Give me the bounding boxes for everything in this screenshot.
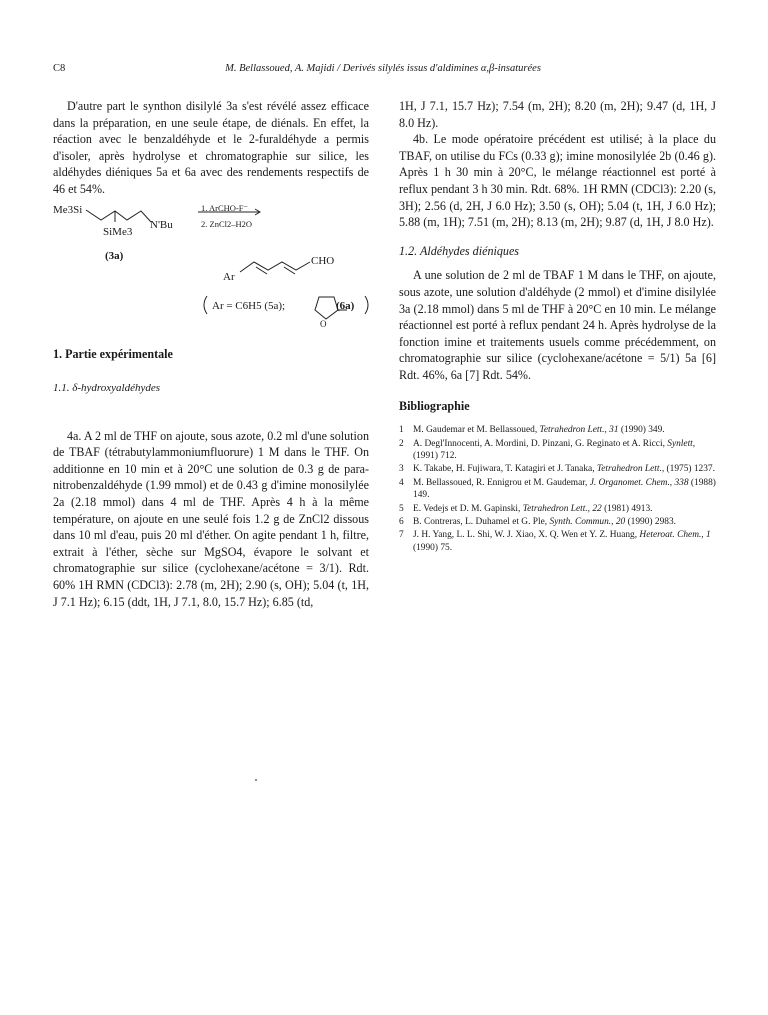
page-header xyxy=(53,63,713,79)
reference-details: , (1991) 712. xyxy=(413,438,696,461)
intro-paragraph: D'autre part le synthon disilylé 3a s'est révélé assez efficace dans la préparation, en une seule étape, de diénals. En effet, la réaction avec le benzaldéhyde et le 2-furaldéhyde a permis d'isoler, après hydrolyse et chromatographie sur silice, les aldéhydes diéniques 5a et 6a avec des rendements respectifs de 46 et 54%. xyxy=(53,99,369,196)
reference-details: (1990) 75. xyxy=(413,542,453,553)
reference-journal: Tetrahedron Lett. xyxy=(596,464,662,475)
page-number: C8 xyxy=(53,63,66,74)
reference-authors: B. Contreras, L. Duhamel et G. Ple, xyxy=(413,516,550,527)
reference-item xyxy=(399,529,716,554)
reference-item xyxy=(399,438,716,463)
reference-item xyxy=(399,516,716,528)
furan-ring xyxy=(315,297,338,319)
procedure-dienals: A une solution de 2 ml de TBAF 1 M dans le THF, on ajoute, sous azote, une solution d'aldéhyde (2 mmol) et d'imine disilylée 3a (2.18 mmol) dans 5 ml de THF à 20°C en 10 min. Le mélange réactionnel est porté à reflux pendant 24 h. Après hydrolyse de la fonction imine et traitements usuels comme précédemment, on chromatographie sur silice (cyclohexane/acétone = 5/1) 5a [6] Rdt. 46%, 6a [7] Rdt. 54%. xyxy=(399,268,716,382)
reference-authors: K. Takabe, H. Fujiwara, T. Katagiri et J. Tanaka, xyxy=(413,464,597,475)
reference-journal: Synth. Commun., 20 xyxy=(549,516,626,527)
reference-journal: J. Organomet. Chem., 338 xyxy=(589,477,689,488)
scheme-me3si: Me3Si xyxy=(53,203,83,216)
nmr-continuation: 1H, J 7.1, 15.7 Hz); 7.54 (m, 2H); 8.20 (m, 2H); 9.47 (d, 1H, J 8.0 Hz). xyxy=(399,99,716,130)
scheme-ar: Ar xyxy=(223,270,235,283)
reference-number: 6 xyxy=(399,516,404,527)
reference-authors: J. H. Yang, L. L. Shi, W. J. Xiao, X. Q. Wen et Y. Z. Huang, xyxy=(413,530,640,541)
reference-number: 3 xyxy=(399,464,404,475)
scheme-sime3: SiMe3 xyxy=(103,225,133,238)
reference-journal: Synlett xyxy=(667,438,693,449)
reaction-step-1: 1. ArCHO-F⁻ xyxy=(201,202,248,213)
procedure-4a: 4a. A 2 ml de THF on ajoute, sous azote, 0.2 ml d'une solution de TBAF (tétrabutylammoniumfluorure) 1 M dans le THF. On additionne en 10 min et à 20°C une solution de 0.3 g de para-nitrobenzaldéhyde (1.99 mmol) et de 0.43 g d'imine monosilylée 2a (2.18 mmol) dans 4 ml de THF. Après 4 h à la même température, on ajoute en une seulé fois 1.2 g de ZnCl2 dissous dans 10 ml d'eau, puis 20 ml d'éther. On agite pendant 1 h, filtre, extrait à l'éther, sèche sur MgSO4, évapore le solvant et chromatographie sur silice (cyclohexane/acétone = 3/1). Rdt. 60% 1H RMN (CDCl3): 2.78 (m, 2H); 2.90 (s, OH); 5.04 (t, 1H, J 7.1 Hz); 6.15 (ddt, 1H, J 7.1, 8.0, 15.7 Hz); 6.85 (td, xyxy=(53,428,369,609)
reference-journal: Heteroat. Chem., 1 xyxy=(639,530,711,541)
reference-item xyxy=(399,503,716,515)
reference-authors: E. Vedejs et D. M. Gapinski, xyxy=(413,503,523,514)
left-column xyxy=(53,98,369,610)
subsection-title-dienals: 1.2. Aldéhydes diéniques xyxy=(399,243,520,258)
reference-journal: Tetrahedron Lett., 31 xyxy=(539,425,619,436)
reference-authors: A. Degl'Innocenti, A. Mordini, D. Pinzani, G. Reginato et A. Ricci, xyxy=(413,438,668,449)
diene-chain-bond xyxy=(240,262,310,272)
reference-number: 1 xyxy=(399,425,404,436)
stray-mark xyxy=(255,779,257,781)
reaction-step-2: 2. ZnCl2–H2O xyxy=(201,218,252,229)
furyl-label: (6a) xyxy=(336,299,355,312)
scheme-nbu: N'Bu xyxy=(150,218,173,231)
reference-journal: Tetrahedron Lett., 22 xyxy=(522,503,602,514)
reference-list xyxy=(399,424,716,554)
reference-details: (1981) 4913. xyxy=(601,503,653,514)
reference-authors: M. Bellassoued, R. Ennigrou et M. Gaudemar, xyxy=(413,477,590,488)
section-title-experimental: 1. Partie expérimentale xyxy=(53,346,173,361)
right-column xyxy=(399,98,716,555)
reference-details: (1988) 149. xyxy=(413,477,716,501)
running-title: M. Bellassoued, A. Majidi / Derivés silylés issus d'aldimines α,β-insaturées xyxy=(225,63,541,74)
reference-authors: M. Gaudemar et M. Bellassoued, xyxy=(413,425,540,436)
reference-details: , (1975) 1237. xyxy=(661,464,715,475)
reaction-scheme xyxy=(53,200,369,428)
compound-label-3a: (3a) xyxy=(105,249,124,262)
reference-item xyxy=(399,463,716,475)
bracket-left xyxy=(204,296,207,314)
reference-item xyxy=(399,477,716,502)
furan-oxygen-label: O xyxy=(320,318,327,329)
scheme-cho: CHO xyxy=(311,254,335,267)
reference-number: 2 xyxy=(399,438,404,449)
procedure-4b: 4b. Le mode opératoire précédent est utilisé; à la place du TBAF, on utilise du FCs (0.33 g); imine monosilylée 2b (0.46 g). Après 1 h 30 min à 20°C, le mélange réactionnel est porté à reflux pendant 3 h 30 min. Rdt. 68%. 1H RMN (CDCl3): 2.20 (s, 3H); 2.56 (d, 2H, J 6.0 Hz); 3.50 (s, OH); 5.04 (t, 1H, J 6.0 Hz); 5.88 (m, 1H); 7.51 (m, 2H); 8.13 (m, 2H); 9.87 (d, 1H, J 8.0 Hz). xyxy=(399,132,716,230)
silyl-chain-bond xyxy=(86,210,151,222)
bibliography-title: Bibliographie xyxy=(399,398,470,413)
ar-definition: Ar = C6H5 (5a); xyxy=(212,299,286,312)
reference-number: 7 xyxy=(399,530,404,541)
reference-details: (1990) 349. xyxy=(618,425,665,436)
reference-details: (1990) 2983. xyxy=(625,516,676,527)
reference-item xyxy=(399,424,716,436)
subsection-title-hydroxy: 1.1. δ-hydroxyaldéhydes xyxy=(53,381,161,394)
bracket-right xyxy=(365,296,368,314)
reference-number: 4 xyxy=(399,477,404,488)
reference-number: 5 xyxy=(399,503,404,514)
